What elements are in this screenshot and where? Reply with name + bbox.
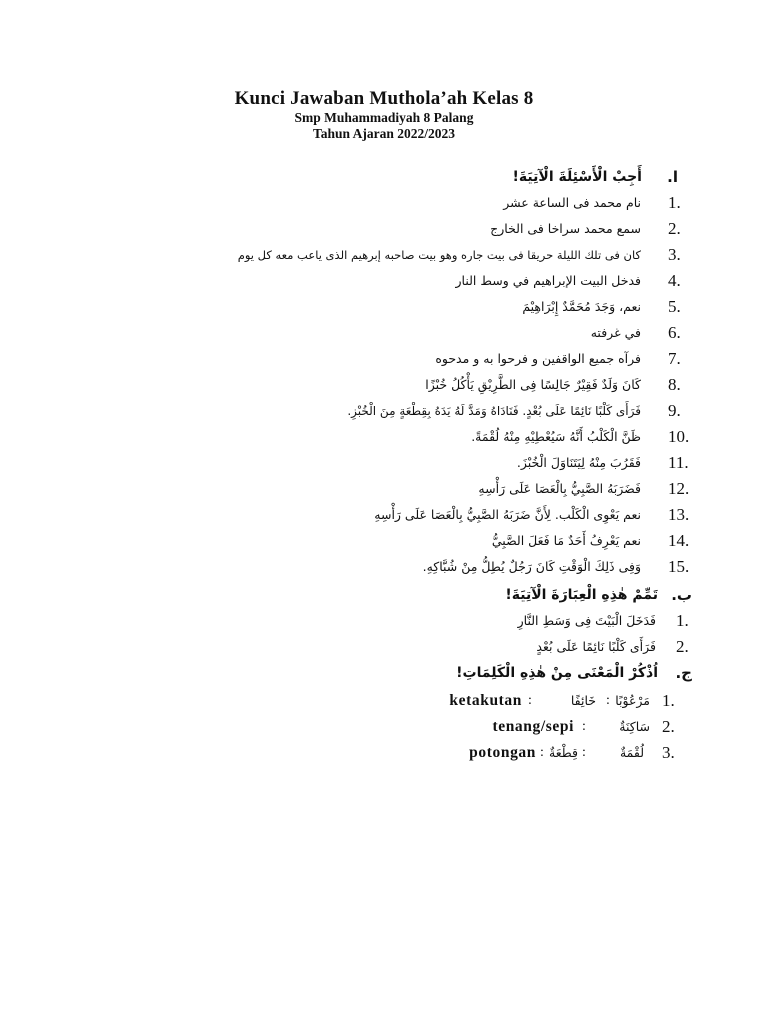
vocab-separator: : xyxy=(582,745,586,760)
vocab-word: مَرْعُوْبًا xyxy=(615,693,650,708)
section-a-item-number: 14. xyxy=(668,531,690,550)
section-a-item-answer: كان فى تلك الليلة حريقا فى بيت جاره وهو بيت صاحبه إبرهيم الذى ياعب معه كل يوم xyxy=(237,248,641,262)
section-a-item-number: 9. xyxy=(668,401,681,420)
vocab-separator: : xyxy=(606,693,610,708)
page-title: Kunci Jawaban Mutholaʼah Kelas 8 xyxy=(234,88,534,109)
section-a-item-number: 10. xyxy=(668,427,690,446)
section-b-letter: ب. xyxy=(671,586,692,604)
section-a-item-answer: كَانَ وَلَدٌ فَقِيْرٌ جَالِسًا فِى الطَّرِيْقِ يَأْكُلُ خُبْزًا xyxy=(425,377,641,392)
section-a-item-number: 7. xyxy=(668,349,681,368)
vocab-word: سَاكِنَةٌ xyxy=(619,719,650,734)
vocab-word: لُقْمَةٌ xyxy=(619,745,644,760)
section-a-item-number: 15. xyxy=(668,557,690,576)
section-a-item-answer: نام محمد فى الساعة عشر xyxy=(503,195,641,210)
section-c-item-number: 2. xyxy=(662,717,675,736)
academic-year: Tahun Ajaran 2022/2023 xyxy=(312,126,456,141)
section-b-item-number: 1. xyxy=(676,611,689,630)
section-a-item-number: 13. xyxy=(668,505,690,524)
vocab-separator: : xyxy=(582,719,586,734)
section-b-item-answer: فَدَخَلَ الْبَيْتَ فِى وَسَطِ النَّارِ xyxy=(517,613,656,628)
section-c-item-number: 1. xyxy=(662,691,675,710)
section-a-item-answer: في غرفته xyxy=(590,325,641,340)
section-a-item-answer: نعم، وَجَدَ مُحَمَّدٌ إِبْرَاهِيْمَ xyxy=(522,299,641,314)
vocab-separator: : xyxy=(528,693,532,708)
school-name: Smp Muhammadiyah 8 Palang xyxy=(294,110,474,125)
section-a-item-answer: ظَنَّ الْكَلْبُ أَنَّهُ سَيُعْطِيْهِ مِنْهُ لُقْمَةً. xyxy=(471,429,641,444)
section-a-item-number: 2. xyxy=(668,219,681,238)
vocab-meaning: ketakutan xyxy=(449,692,522,709)
section-a-item-answer: نعم يَعْوِى الْكَلْب. لِأَنَّ ضَرَبَهُ الصَّبِيُّ بِالْعَصَا عَلَى رَأْسِهِ xyxy=(374,507,641,522)
section-a-heading: أَجِبْ الْأَسْئِلَةَ الْآتِيَةَ! xyxy=(512,169,642,185)
section-a-letter: ا. xyxy=(667,168,678,186)
section-b-heading: تَمِّمْ هٰذِهِ الْعِبَارَةَ الْآتِيَةَ! xyxy=(505,587,658,603)
section-a-item-number: 4. xyxy=(668,271,681,290)
vocab-separator: : xyxy=(540,745,544,760)
section-c-item-number: 3. xyxy=(662,743,675,762)
section-b-item-number: 2. xyxy=(676,637,689,656)
section-a-item-answer: فَضَرَبَهُ الصَّبِيُّ بِالْعَصَا عَلَى رَأْسِهِ xyxy=(478,481,641,496)
vocab-synonym: قِطْعَةٌ xyxy=(549,745,578,760)
section-b-item-answer: فَرَأَى كَلْبًا نَائِمًا عَلَى بُعْدٍ xyxy=(536,639,656,654)
section-a-item-answer: فدخل البيت الإبراهيم في وسط النار xyxy=(455,273,641,288)
section-a-item-number: 1. xyxy=(668,193,681,212)
section-a-item-number: 12. xyxy=(668,479,690,498)
section-a-item-answer: وَفِى ذَلِكَ الْوَقْتِ كَانَ رَجُلٌ يُطِلُّ مِنْ شُبَّاكِهِ. xyxy=(422,559,641,574)
section-c-heading: اُذْكُرْ الْمَعْنَى مِنْ هٰذِهِ الْكَلِمَاتِ! xyxy=(456,665,658,681)
section-a-item-answer: فرآه جميع الواقفين و فرحوا به و مدحوه xyxy=(435,351,641,366)
section-a-item-answer: سمع محمد سراخا فى الخارج xyxy=(490,221,641,236)
vocab-meaning: potongan xyxy=(469,744,536,761)
section-a-item-number: 3. xyxy=(668,245,681,264)
section-c-letter: ج. xyxy=(675,664,692,682)
section-a-item-number: 5. xyxy=(668,297,681,316)
section-a-item-answer: فَقَرُبَ مِنْهُ لِيَتَنَاوَلَ الْخُبْزَ. xyxy=(516,455,641,470)
section-a-item-answer: نعم يَعْرِفُ أَحَدٌ مَا فَعَلَ الصَّبِيُّ xyxy=(491,533,641,548)
vocab-synonym: خَائِفًا xyxy=(570,693,596,708)
section-a-item-number: 8. xyxy=(668,375,681,394)
section-a-item-number: 6. xyxy=(668,323,681,342)
vocab-meaning: tenang/sepi xyxy=(492,718,574,735)
section-a-item-answer: فَرَأَى كَلْبًا نَائِمًا عَلَى بُعْدٍ. فَنَادَاهُ وَمَدَّ لَهُ يَدَهُ بِقِطْعَةٍ مِنَ الْخُبْزِ. xyxy=(347,404,641,418)
section-a-item-number: 11. xyxy=(668,453,689,472)
